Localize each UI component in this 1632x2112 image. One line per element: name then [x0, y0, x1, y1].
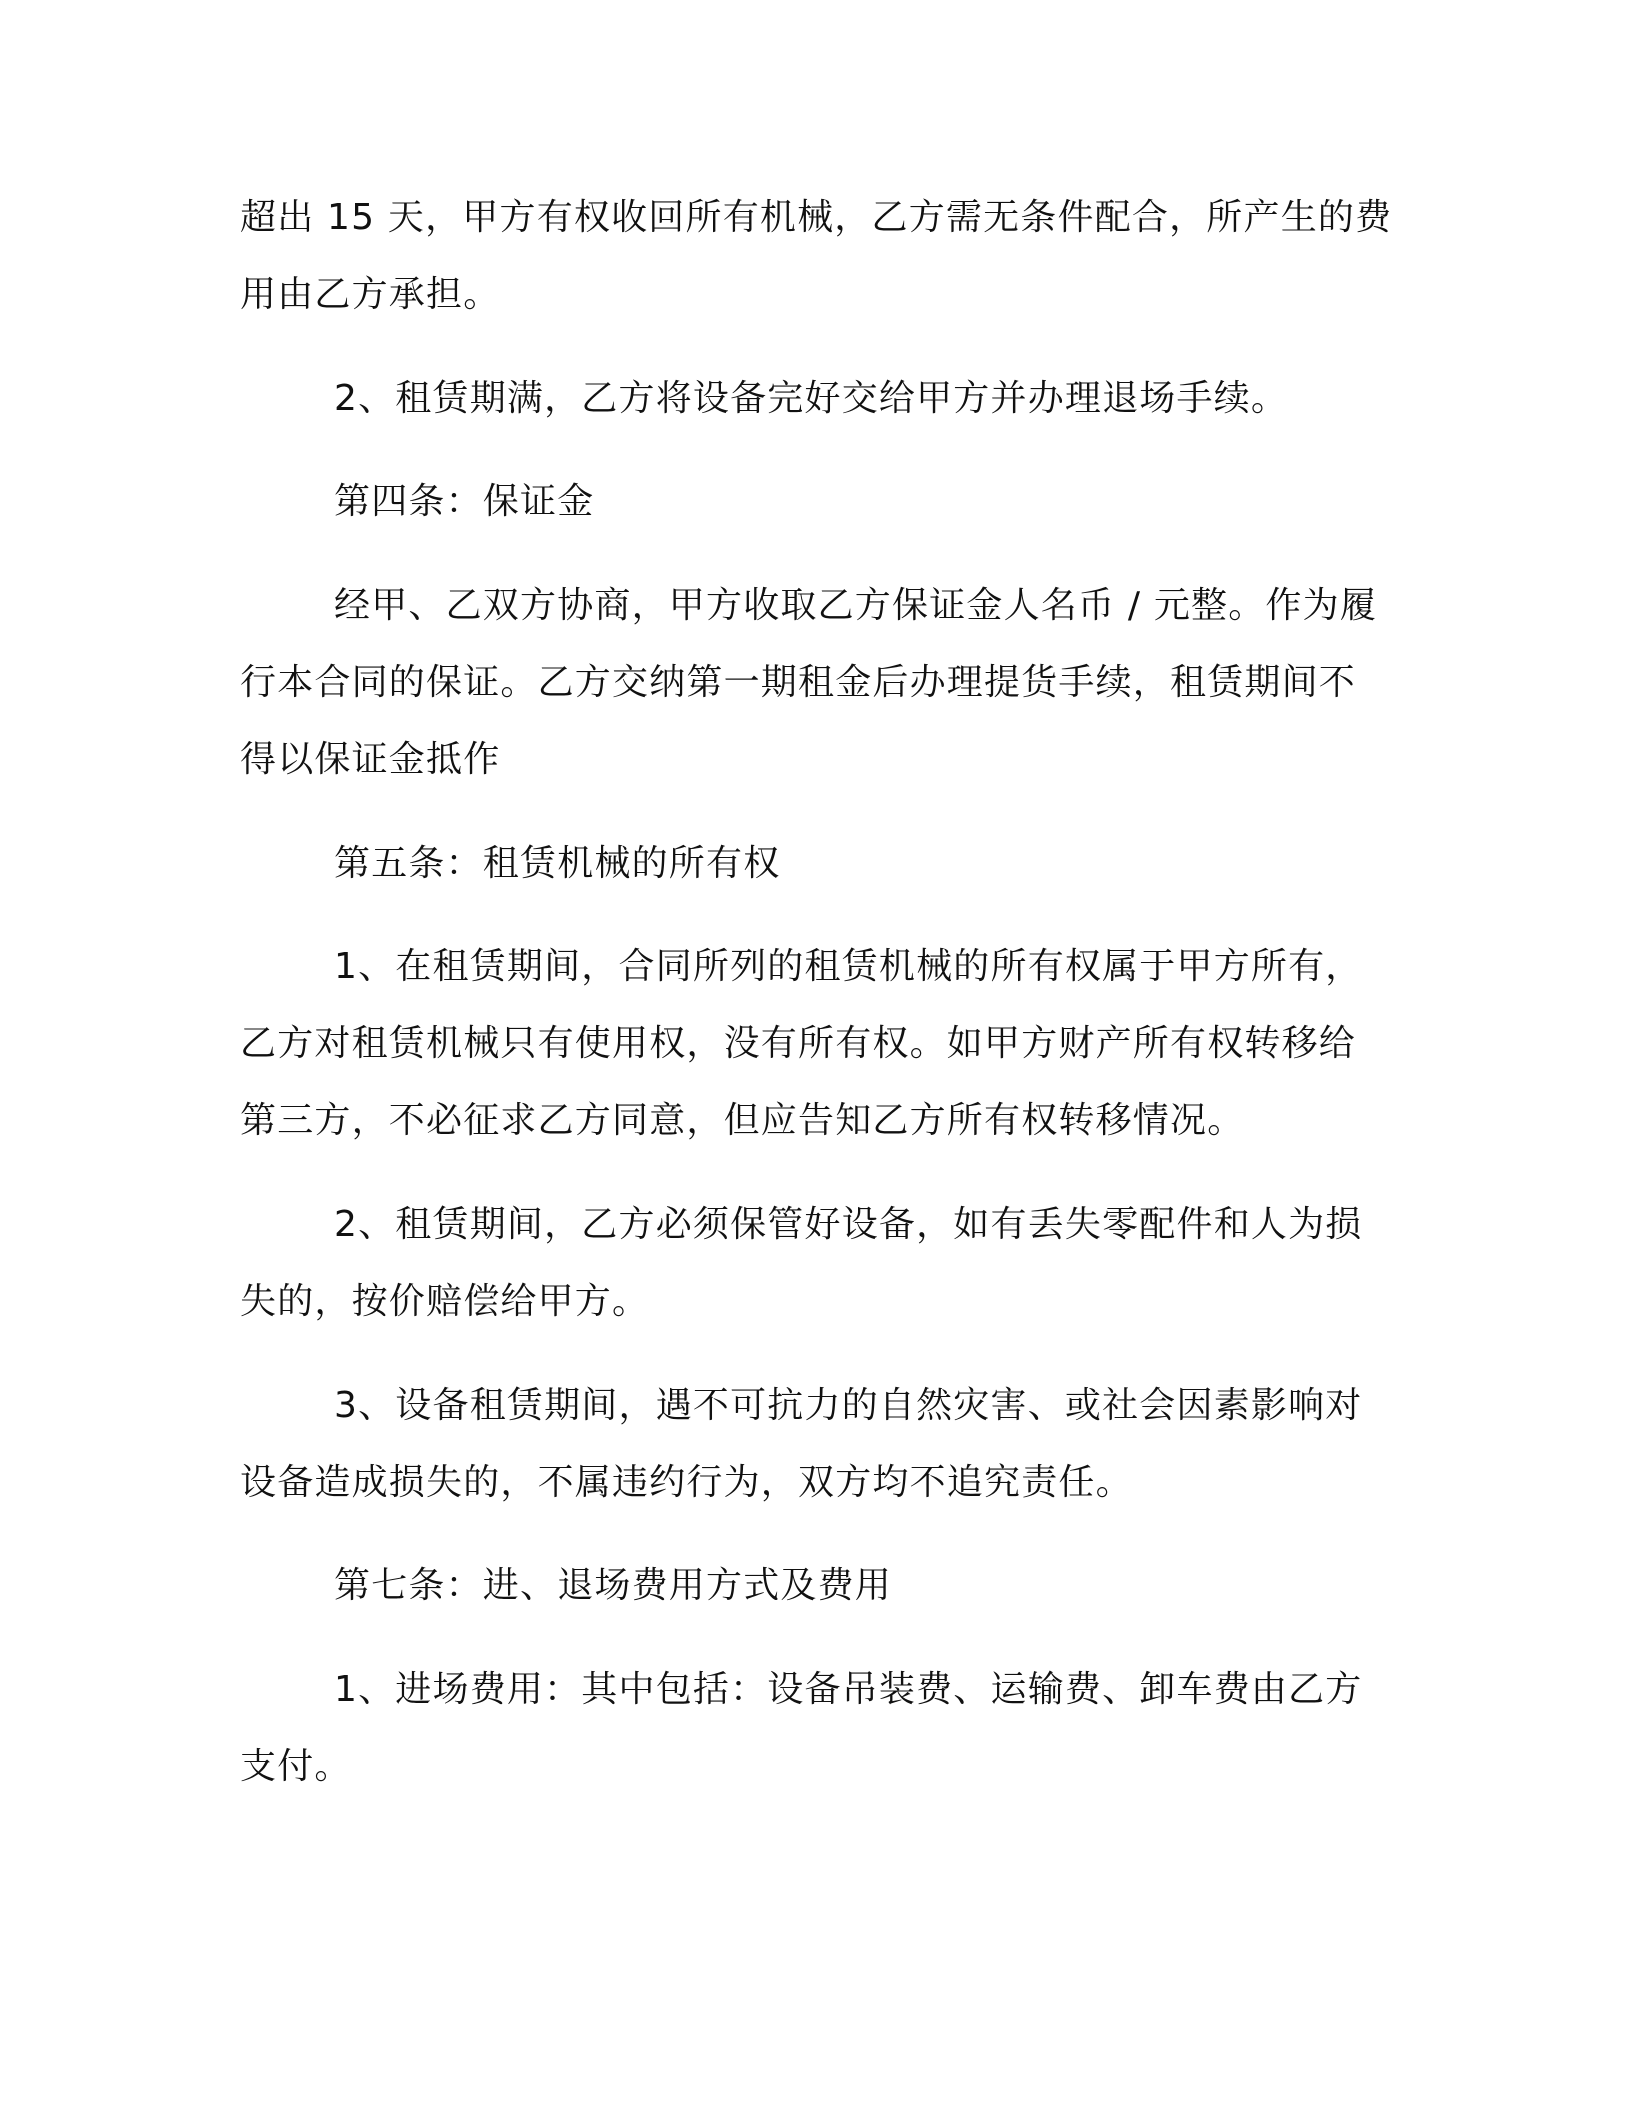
- text-line: 失的，按价赔偿给甲方。: [240, 1281, 650, 1322]
- section-heading: 第七条：进、退场费用方式及费用: [334, 1565, 893, 1606]
- section-heading: 第四条：保证金: [334, 481, 595, 522]
- text-line: 乙方对租赁机械只有使用权，没有所有权。如甲方财产所有权转移给: [240, 1023, 1357, 1064]
- text-line: 1、进场费用：其中包括：设备吊装费、运输费、卸车费由乙方: [334, 1669, 1363, 1710]
- text-line: 得以保证金抵作: [240, 739, 501, 780]
- text-line: 经甲、乙双方协商，甲方收取乙方保证金人名币 / 元整。作为履: [334, 585, 1378, 626]
- text-line: 设备造成损失的，不属违约行为，双方均不追究责任。: [240, 1462, 1133, 1503]
- text-line: 用由乙方承担。: [240, 274, 501, 315]
- text-line: 2、租赁期间，乙方必须保管好设备，如有丢失零配件和人为损: [334, 1204, 1363, 1245]
- text-line: 1、在租赁期间，合同所列的租赁机械的所有权属于甲方所有，: [334, 946, 1363, 987]
- text-line: 第三方，不必征求乙方同意，但应告知乙方所有权转移情况。: [240, 1100, 1245, 1141]
- text-line: 超出 15 天，甲方有权收回所有机械，乙方需无条件配合，所产生的费: [240, 197, 1393, 238]
- text-line: 行本合同的保证。乙方交纳第一期租金后办理提货手续，租赁期间不: [240, 662, 1357, 703]
- section-heading: 第五条：租赁机械的所有权: [334, 843, 781, 884]
- text-line: 3、设备租赁期间，遇不可抗力的自然灾害、或社会因素影响对: [334, 1385, 1363, 1426]
- text-line: 2、租赁期满，乙方将设备完好交给甲方并办理退场手续。: [334, 378, 1289, 419]
- text-line: 支付。: [240, 1746, 352, 1787]
